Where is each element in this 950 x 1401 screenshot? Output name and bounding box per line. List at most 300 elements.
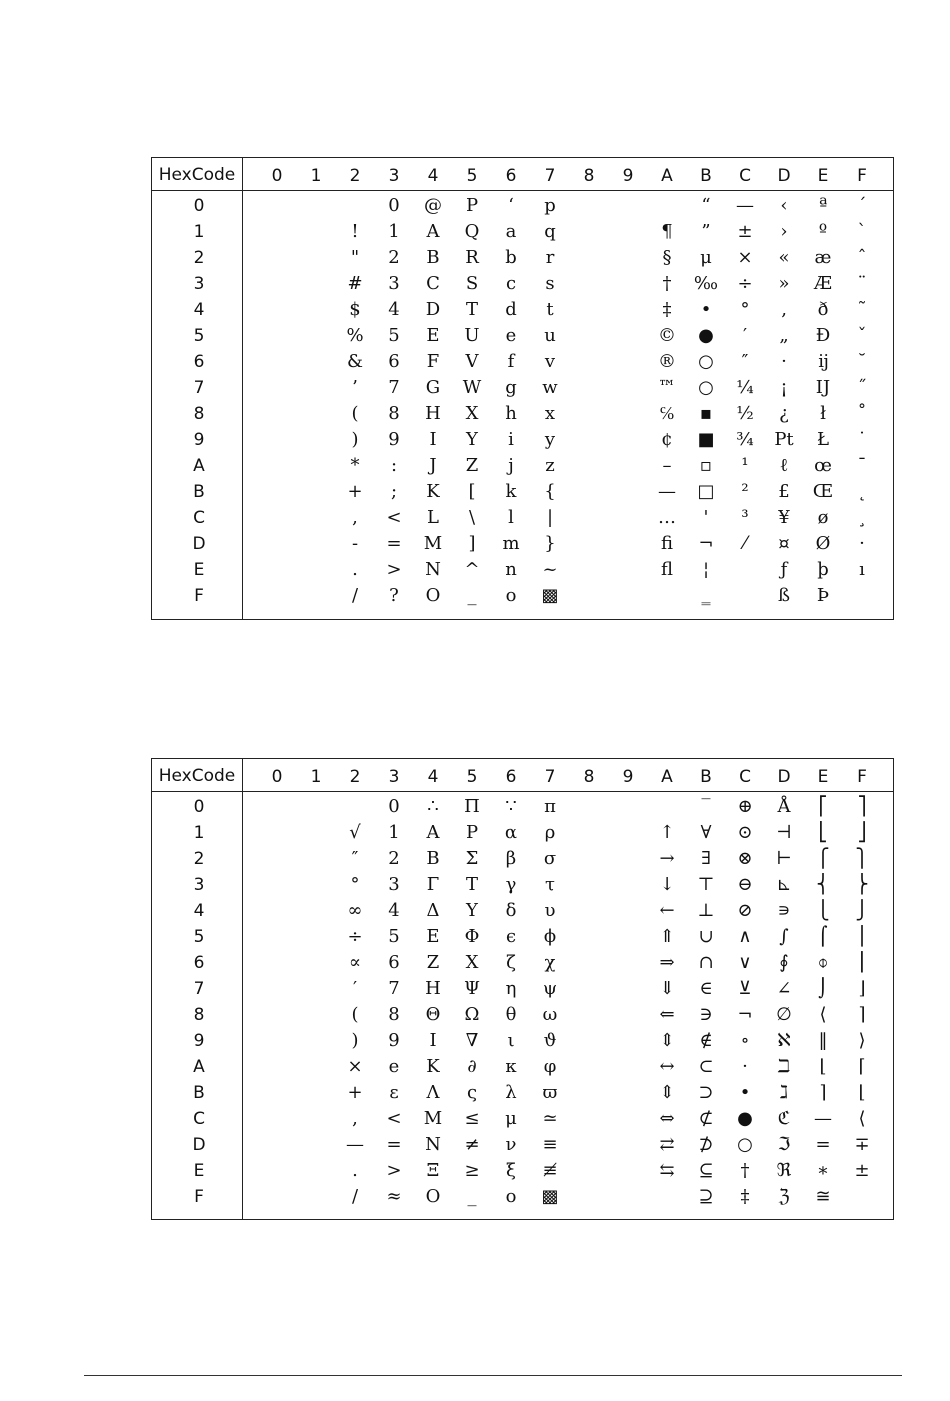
char-cell: ˙ <box>857 429 867 450</box>
char-cell: E <box>426 325 440 346</box>
char-cell: ? <box>389 585 399 606</box>
char-cell: ⇐ <box>659 1004 675 1025</box>
char-cell: 0 <box>388 796 400 817</box>
char-cell: Ο <box>425 1186 441 1207</box>
column-header: 0 <box>271 166 283 186</box>
char-cell: ⊖ <box>737 874 753 895</box>
char-cell: . <box>352 559 358 580</box>
char-cell: Œ <box>812 481 834 502</box>
char-cell: χ <box>544 952 556 973</box>
char-cell: ℅ <box>659 403 675 424</box>
char-cell: Φ <box>464 926 480 947</box>
char-cell: > <box>386 1160 402 1181</box>
char-cell: Ω <box>464 1004 480 1025</box>
char-cell: ⌉ <box>858 1004 866 1025</box>
char-cell: † <box>740 1160 750 1181</box>
char-cell: ϑ <box>543 1030 557 1051</box>
char-cell: ‗ <box>701 585 711 606</box>
char-cell: ⎦ <box>857 822 867 843</box>
char-cell: I <box>429 429 437 450</box>
char-cell: ⊘ <box>737 900 753 921</box>
column-header: 2 <box>349 166 361 186</box>
column-header: A <box>661 166 673 186</box>
char-cell: , <box>352 507 358 528</box>
char-cell: } <box>544 533 556 554</box>
char-cell: ϖ <box>542 1082 558 1103</box>
char-cell: ⊤ <box>697 874 715 895</box>
footer-rule <box>84 1375 902 1376</box>
char-cell: ⊂ <box>698 1056 714 1077</box>
char-cell: ð <box>817 299 829 320</box>
header-row <box>152 158 893 191</box>
char-cell: ∓ <box>854 1134 870 1155</box>
column-header: 7 <box>544 767 556 787</box>
char-cell: ≠ <box>464 1134 480 1155</box>
char-cell: · <box>859 533 865 554</box>
char-cell: 3 <box>388 273 400 294</box>
char-cell: ↔ <box>659 1056 675 1077</box>
char-cell: C <box>426 273 440 294</box>
char-cell: — <box>346 1134 364 1155</box>
char-cell: ℭ <box>777 1108 791 1129</box>
row-header: 0 <box>193 196 205 216</box>
column-header: D <box>777 767 791 787</box>
char-cell: ι <box>507 1030 515 1051</box>
char-cell: t <box>546 299 554 320</box>
char-cell: ∈ <box>699 978 713 999</box>
char-cell: ∃ <box>701 848 711 869</box>
char-cell: ⇕ <box>659 1082 675 1103</box>
char-cell: ∩ <box>698 952 714 973</box>
char-cell: ĳ <box>818 351 828 372</box>
row-header: 6 <box>193 352 205 372</box>
char-cell: ⌡ <box>818 978 828 999</box>
column-header: 8 <box>583 166 595 186</box>
char-cell: œ <box>814 455 832 476</box>
char-cell: y <box>544 429 556 450</box>
char-cell: ⎡ <box>818 796 828 817</box>
char-cell: G <box>425 377 441 398</box>
char-cell: $ <box>349 299 361 320</box>
column-header: 6 <box>505 767 517 787</box>
char-cell: 7 <box>388 978 400 999</box>
char-cell: 4 <box>388 299 400 320</box>
char-cell: 5 <box>388 926 400 947</box>
char-cell: ≅ <box>815 1186 831 1207</box>
char-cell: ı <box>859 559 865 580</box>
char-cell: ¬ <box>698 533 714 554</box>
char-cell: ' <box>703 507 709 528</box>
char-cell: ζ <box>506 952 516 973</box>
char-cell: 3 <box>388 874 400 895</box>
column-header: E <box>817 767 829 787</box>
char-cell: & <box>346 351 364 372</box>
char-cell: Τ <box>465 874 478 895</box>
char-cell: φ <box>543 1056 557 1077</box>
row-header: F <box>194 1187 204 1207</box>
char-cell: ↓ <box>659 874 675 895</box>
char-cell: Ð <box>815 325 831 346</box>
char-cell: ϕ <box>543 926 557 947</box>
char-cell: ł <box>820 403 826 424</box>
column-header: 7 <box>544 166 556 186</box>
char-cell: e <box>388 1056 400 1077</box>
column-header: 1 <box>310 767 322 787</box>
char-cell: ⎤ <box>857 796 867 817</box>
char-cell: ⎮ <box>857 952 867 973</box>
char-cell: ¢ <box>661 429 673 450</box>
char-cell: ¤ <box>778 533 790 554</box>
char-cell: ⊄ <box>698 1108 714 1129</box>
char-cell: † <box>662 273 672 294</box>
char-cell: 1 <box>388 221 400 242</box>
char-cell: 7 <box>388 377 400 398</box>
char-cell: ‘ <box>508 195 514 216</box>
row-header: 1 <box>193 222 205 242</box>
char-cell: ¯ <box>857 455 867 476</box>
char-cell: @ <box>424 195 442 216</box>
char-cell: – <box>662 455 672 476</box>
char-cell: i <box>508 429 514 450</box>
row-header: 8 <box>193 404 205 424</box>
char-cell: F <box>426 351 440 372</box>
char-cell: _ <box>467 1186 477 1207</box>
char-cell: ▪ <box>699 403 713 424</box>
char-cell: ¥ <box>778 507 790 528</box>
char-cell: 6 <box>388 952 400 973</box>
char-cell: Ĳ <box>815 377 831 398</box>
char-cell: × <box>737 247 753 268</box>
row-header: C <box>193 1109 205 1129</box>
char-cell: ℓ <box>779 455 789 476</box>
char-cell: ≢ <box>542 1160 558 1181</box>
char-cell: ∗ <box>816 1160 830 1181</box>
char-cell: ¦ <box>702 559 710 580</box>
char-cell: ∅ <box>776 1004 792 1025</box>
char-cell: ∀ <box>700 822 712 843</box>
char-cell: ˘ <box>857 351 867 372</box>
char-cell: c <box>505 273 517 294</box>
char-cell: ² <box>741 481 749 502</box>
char-cell: ⊢ <box>776 848 792 869</box>
column-header: C <box>739 767 751 787</box>
char-cell: = <box>386 1134 402 1155</box>
char-cell: u <box>544 325 556 346</box>
char-cell: J <box>429 455 437 476</box>
char-cell: Æ <box>813 273 833 294</box>
column-divider <box>242 759 243 1219</box>
char-cell: ⌽ <box>817 952 829 973</box>
char-cell: ( <box>351 403 359 424</box>
column-header: D <box>777 166 791 186</box>
char-cell: s <box>545 273 555 294</box>
char-cell: ▫ <box>699 455 713 476</box>
char-cell: 1 <box>388 822 400 843</box>
char-cell: f <box>507 351 515 372</box>
char-cell: h <box>505 403 517 424</box>
char-cell: Ν <box>425 1134 441 1155</box>
character-table-1 <box>151 157 894 620</box>
char-cell: ˚ <box>857 403 867 424</box>
row-header: D <box>192 534 206 554</box>
char-cell: ³ <box>741 507 749 528</box>
char-cell: ∝ <box>348 952 362 973</box>
char-cell: % <box>346 325 364 346</box>
char-cell: n <box>505 559 517 580</box>
char-cell: ‚ <box>781 299 787 320</box>
column-header: F <box>857 166 867 186</box>
char-cell: ⇕ <box>659 1030 675 1051</box>
char-cell: „ <box>779 325 789 346</box>
char-cell: , <box>352 1108 358 1129</box>
char-cell: ° <box>350 874 360 895</box>
row-header: 7 <box>193 979 205 999</box>
char-cell: r <box>545 247 555 268</box>
hexcode-label: HexCode <box>158 766 236 786</box>
char-cell: o <box>505 585 517 606</box>
char-cell: ψ <box>542 978 558 999</box>
char-cell: ⇒ <box>659 952 675 973</box>
row-header: 2 <box>193 849 205 869</box>
char-cell: ⌠ <box>818 926 828 947</box>
char-cell: ⊗ <box>737 848 753 869</box>
char-cell: Σ <box>465 848 479 869</box>
char-cell: ` <box>857 221 867 242</box>
row-header: 2 <box>193 248 205 268</box>
char-cell: < <box>386 1108 402 1129</box>
char-cell: Ł <box>816 429 830 450</box>
char-cell: ω <box>542 1004 558 1025</box>
char-cell: ∠ <box>776 978 792 999</box>
char-cell: ⊙ <box>737 822 753 843</box>
char-cell: ˜ <box>857 299 867 320</box>
char-cell: — <box>658 481 676 502</box>
char-cell: ⌊ <box>858 1082 866 1103</box>
char-cell: ƒ <box>780 559 788 580</box>
char-cell: ⌉ <box>819 1082 827 1103</box>
char-cell: ⊣ <box>776 822 792 843</box>
row-header: 5 <box>193 927 205 947</box>
char-cell: q <box>544 221 556 242</box>
char-cell: ⌈ <box>858 1056 866 1077</box>
char-cell: N <box>425 559 441 580</box>
char-cell: K <box>426 481 440 502</box>
char-cell: ¡ <box>780 377 788 398</box>
char-cell: Å <box>777 796 791 817</box>
char-cell: x <box>544 403 556 424</box>
char-cell: g <box>505 377 517 398</box>
char-cell: □ <box>697 481 715 502</box>
char-cell: _ <box>467 585 477 606</box>
char-cell: ⎭ <box>855 900 869 921</box>
char-cell: Ε <box>426 926 440 947</box>
column-header: B <box>700 767 712 787</box>
char-cell: ≤ <box>464 1108 480 1129</box>
char-cell: e <box>505 325 517 346</box>
row-header: 9 <box>193 1031 205 1051</box>
char-cell: D <box>425 299 441 320</box>
char-cell: ○ <box>737 1134 753 1155</box>
char-cell: ˛ <box>857 481 867 502</box>
char-cell: ‰ <box>693 273 719 294</box>
char-cell: Ι <box>429 1030 437 1051</box>
char-cell: ■ <box>697 429 715 450</box>
char-cell: ″ <box>351 848 359 869</box>
char-cell: ∴ <box>427 796 439 817</box>
char-cell: ⊕ <box>737 796 753 817</box>
character-table-2 <box>151 758 894 1220</box>
char-cell: ο <box>505 1186 517 1207</box>
char-cell: ⇔ <box>659 1108 675 1129</box>
column-header: 3 <box>388 767 400 787</box>
char-cell: ¹ <box>741 455 749 476</box>
char-cell: Ρ <box>465 822 479 843</box>
char-cell: ¸ <box>857 507 867 528</box>
column-header: B <box>700 166 712 186</box>
char-cell: £ <box>778 481 790 502</box>
char-cell: ⌊ <box>819 1056 827 1077</box>
char-cell: ▩ <box>541 585 559 606</box>
char-cell: ) <box>351 1030 359 1051</box>
char-cell: . <box>352 1160 358 1181</box>
char-cell: θ <box>505 1004 517 1025</box>
column-header: A <box>661 767 673 787</box>
char-cell: ∪ <box>698 926 714 947</box>
char-cell: ⁄ <box>743 533 747 554</box>
column-header: E <box>817 166 829 186</box>
char-cell: ® <box>658 351 676 372</box>
char-cell: B <box>426 247 440 268</box>
char-cell: ≥ <box>464 1160 480 1181</box>
char-cell: ε <box>389 1082 399 1103</box>
char-cell: ] <box>468 533 476 554</box>
char-cell: ⟨ <box>819 1004 827 1025</box>
row-header: B <box>193 482 205 502</box>
column-divider <box>242 158 243 619</box>
char-cell: + <box>347 481 363 502</box>
char-cell: ○ <box>698 377 714 398</box>
char-cell: | <box>546 507 554 528</box>
char-cell: ! <box>351 221 359 242</box>
char-cell: ″ <box>741 351 749 372</box>
row-header: 1 <box>193 823 205 843</box>
char-cell: ∞ <box>347 900 363 921</box>
char-cell: ∋ <box>699 1004 713 1025</box>
char-cell: j <box>508 455 514 476</box>
char-cell: ↑ <box>659 822 675 843</box>
char-cell: / <box>351 585 359 606</box>
char-cell: ¿ <box>779 403 789 424</box>
char-cell: Z <box>465 455 479 476</box>
char-cell: › <box>780 221 788 242</box>
char-cell: « <box>778 247 790 268</box>
char-cell: ⎩ <box>816 900 830 921</box>
char-cell: ⎫ <box>855 848 869 869</box>
char-cell: ⟩ <box>858 1030 866 1051</box>
char-cell: 4 <box>388 900 400 921</box>
char-cell: ± <box>737 221 753 242</box>
char-cell: Ζ <box>426 952 440 973</box>
row-header: A <box>193 1057 205 1077</box>
char-cell: λ <box>505 1082 517 1103</box>
char-cell: ^ <box>464 559 480 580</box>
column-header: 4 <box>427 166 439 186</box>
char-cell: ν <box>505 1134 517 1155</box>
char-cell: 2 <box>388 247 400 268</box>
char-cell: “ <box>701 195 711 216</box>
char-cell: • <box>700 299 712 320</box>
char-cell: : <box>390 455 398 476</box>
row-header: D <box>192 1135 206 1155</box>
char-cell: Ψ <box>464 978 480 999</box>
char-cell: ˆ <box>857 247 867 268</box>
char-cell: … <box>658 507 676 528</box>
char-cell: ● <box>698 325 714 346</box>
char-cell: √ <box>349 822 361 843</box>
char-cell: ¶ <box>661 221 673 242</box>
char-cell: η <box>505 978 517 999</box>
row-header: C <box>193 508 205 528</box>
char-cell: ξ <box>506 1160 516 1181</box>
char-cell: ⊥ <box>697 900 715 921</box>
char-cell: T <box>465 299 478 320</box>
char-cell: ⇑ <box>659 926 675 947</box>
row-header: 4 <box>193 300 205 320</box>
char-cell: π <box>544 796 556 817</box>
char-cell: ς <box>466 1082 478 1103</box>
char-cell: ⎬ <box>855 874 869 895</box>
char-cell: ∉ <box>699 1030 713 1051</box>
char-cell: ´ <box>857 195 867 216</box>
column-header: 5 <box>466 166 478 186</box>
char-cell: 2 <box>388 848 400 869</box>
char-cell: R <box>465 247 479 268</box>
char-cell: ≈ <box>386 1186 402 1207</box>
char-cell: ⊅ <box>698 1134 714 1155</box>
char-cell: ¬ <box>737 1004 753 1025</box>
column-header: F <box>857 767 867 787</box>
char-cell: Γ <box>426 874 440 895</box>
row-header: B <box>193 1083 205 1103</box>
char-cell: Λ <box>426 1082 440 1103</box>
char-cell: ; <box>390 481 398 502</box>
char-cell: ∧ <box>738 926 752 947</box>
char-cell: M <box>423 533 443 554</box>
row-header: 7 <box>193 378 205 398</box>
char-cell: ª <box>818 195 828 216</box>
char-cell: ¾ <box>736 429 754 450</box>
char-cell: ° <box>740 299 750 320</box>
char-cell: ± <box>854 1160 870 1181</box>
char-cell: ⎧ <box>816 848 830 869</box>
char-cell: Π <box>464 796 480 817</box>
char-cell: ‾ <box>701 796 711 817</box>
char-cell: 5 <box>388 325 400 346</box>
char-cell: a <box>505 221 517 242</box>
char-cell: æ <box>814 247 832 268</box>
char-cell: ¼ <box>736 377 754 398</box>
char-cell: z <box>545 455 555 476</box>
char-cell: 0 <box>388 195 400 216</box>
row-header: 8 <box>193 1005 205 1025</box>
char-cell: ½ <box>736 403 754 424</box>
char-cell: k <box>505 481 517 502</box>
column-header: 0 <box>271 767 283 787</box>
char-cell: Þ <box>816 585 830 606</box>
char-cell: O <box>425 585 441 606</box>
row-header: E <box>193 1161 205 1181</box>
char-cell: ⌋ <box>858 978 866 999</box>
